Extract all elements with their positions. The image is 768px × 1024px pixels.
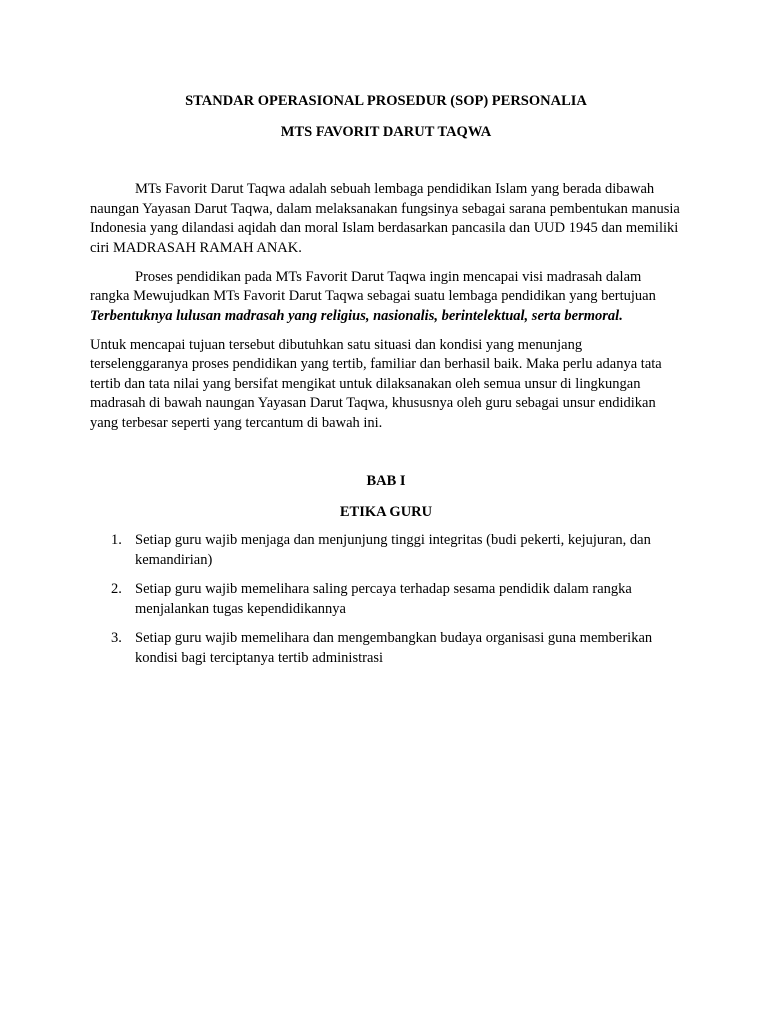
chapter-title: ETIKA GURU — [339, 503, 433, 520]
paragraph-intro: MTs Favorit Darut Taqwa adalah sebuah lembaga pendidikan Islam yang berada dibawah naungan Yayasan Darut Taqwa, dalam melaksanakan fungsinya sebagai sarana pembentukan manusia Indonesia yang dilandasi aqidah dan moral Islam berdasarkan pancasila dan UUD 1945 dan memiliki ciri MADRASAH RAMAH ANAK. — [90, 181, 680, 256]
list-item-text: Setiap guru wajib memelihara saling percaya terhadap sesama pendidik dalam rangka menjalankan tugas kependidikannya — [135, 581, 632, 617]
document-subtitle: MTS FAVORIT DARUT TAQWA — [280, 123, 492, 140]
list-item-text: Setiap guru wajib memelihara dan mengembangkan budaya organisasi guna memberikan kondisi bagi terciptanya tertib administrasi — [135, 630, 653, 666]
list-item — [90, 580, 682, 619]
list-item — [90, 629, 682, 668]
paragraph-vision — [90, 268, 682, 327]
list-item — [90, 531, 682, 570]
chapter-number: BAB I — [366, 473, 406, 489]
paragraph-purpose: Untuk mencapai tujuan tersebut dibutuhkan satu situasi dan kondisi yang menunjang terselenggaranya proses pendidikan yang tertib, familiar dan berhasil baik. Maka perlu adanya tata tertib dan tata nilai yang bersifat mengikat untuk dilaksanakan oleh semua unsur di lingkungan madrasah di bawah naungan Yayasan Darut Taqwa, khususnya oleh guru sebagai unsur endidikan yang terbesar seperti yang tercantum di bawah ini. — [90, 336, 662, 431]
paragraph-vision-emphasis: Terbentuknya lulusan madrasah yang religius, nasionalis, berintelektual, serta bermoral. — [90, 307, 623, 324]
document-page — [90, 92, 682, 678]
list-item-number: 2. — [111, 581, 122, 597]
list-item-text: Setiap guru wajib menjaga dan menjunjung tinggi integritas (budi pekerti, kejujuran, dan kemandirian) — [135, 532, 651, 568]
paragraph-vision-text: Proses pendidikan pada MTs Favorit Darut Taqwa ingin mencapai visi madrasah dalam rangka Mewujudkan MTs Favorit Darut Taqwa sebagai suatu lembaga pendidikan yang bertujuan — [90, 268, 656, 304]
ethics-list — [90, 531, 682, 668]
list-item-number: 3. — [111, 630, 122, 646]
list-item-number: 1. — [111, 532, 122, 548]
document-title: STANDAR OPERASIONAL PROSEDUR (SOP) PERSONALIA — [185, 93, 587, 109]
